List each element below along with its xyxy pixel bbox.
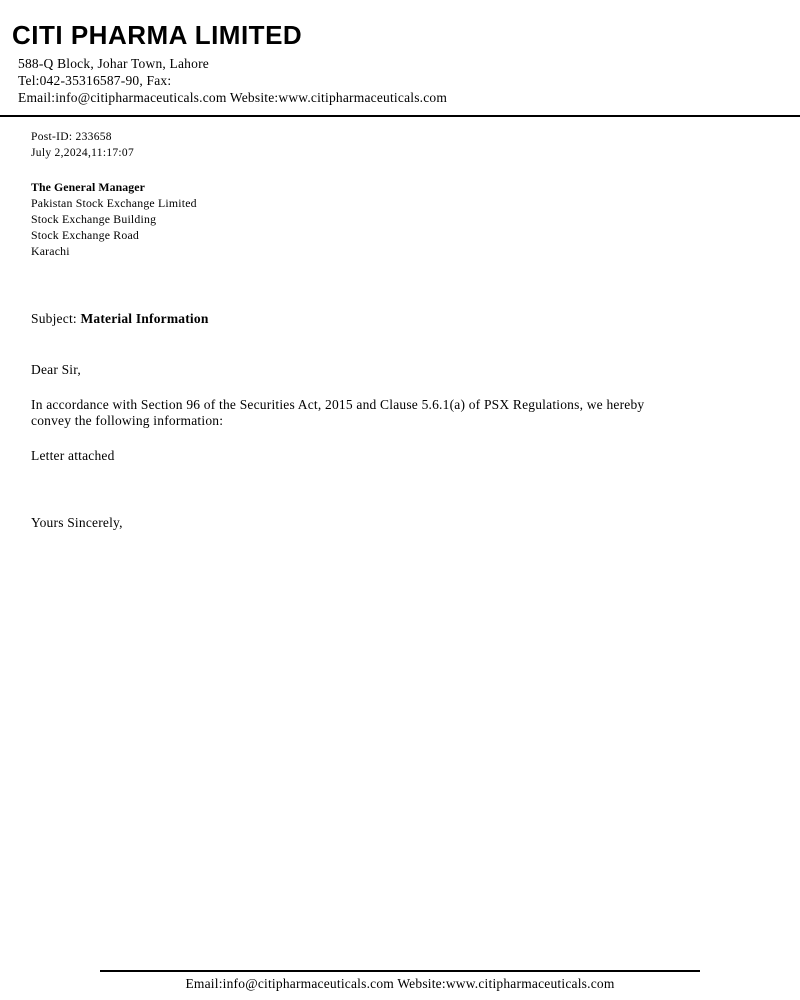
- meta-block: [31, 129, 760, 161]
- recipient-title: The General Manager: [31, 180, 145, 195]
- recipient-line: Karachi: [31, 244, 70, 259]
- subject-value: Material Information: [80, 311, 209, 327]
- datetime: July 2,2024,11:17:07: [31, 147, 135, 160]
- letterhead: [0, 0, 800, 106]
- footer: [0, 970, 800, 992]
- header-divider: [0, 115, 800, 117]
- subject-label: Subject:: [31, 311, 77, 327]
- company-name: CITI PHARMA LIMITED: [12, 20, 303, 50]
- post-id: Post-ID: 233658: [31, 131, 112, 144]
- subject-line: [31, 311, 760, 327]
- closing: Yours Sincerely,: [31, 515, 123, 531]
- main-paragraph: In accordance with Section 96 of the Securities Act, 2015 and Clause 5.6.1(a) of PSX Regulations, we hereby convey the following information:: [31, 397, 645, 429]
- recipient-line: Stock Exchange Building: [31, 212, 157, 227]
- salutation: Dear Sir,: [31, 362, 81, 378]
- recipient-line: Pakistan Stock Exchange Limited: [31, 196, 197, 211]
- company-email-website: Email:info@citipharmaceuticals.com Website:www.citipharmaceuticals.com: [18, 90, 448, 106]
- letter-body: [0, 129, 800, 531]
- recipient-block: [31, 179, 760, 259]
- company-tel-fax: Tel:042-35316587-90, Fax:: [18, 73, 172, 89]
- attachment-note: Letter attached: [31, 448, 115, 464]
- recipient-line: Stock Exchange Road: [31, 228, 139, 243]
- company-address: 588-Q Block, Johar Town, Lahore: [18, 56, 209, 72]
- footer-divider: [100, 970, 700, 972]
- footer-email-website: Email:info@citipharmaceuticals.com Website:www.citipharmaceuticals.com: [185, 976, 615, 991]
